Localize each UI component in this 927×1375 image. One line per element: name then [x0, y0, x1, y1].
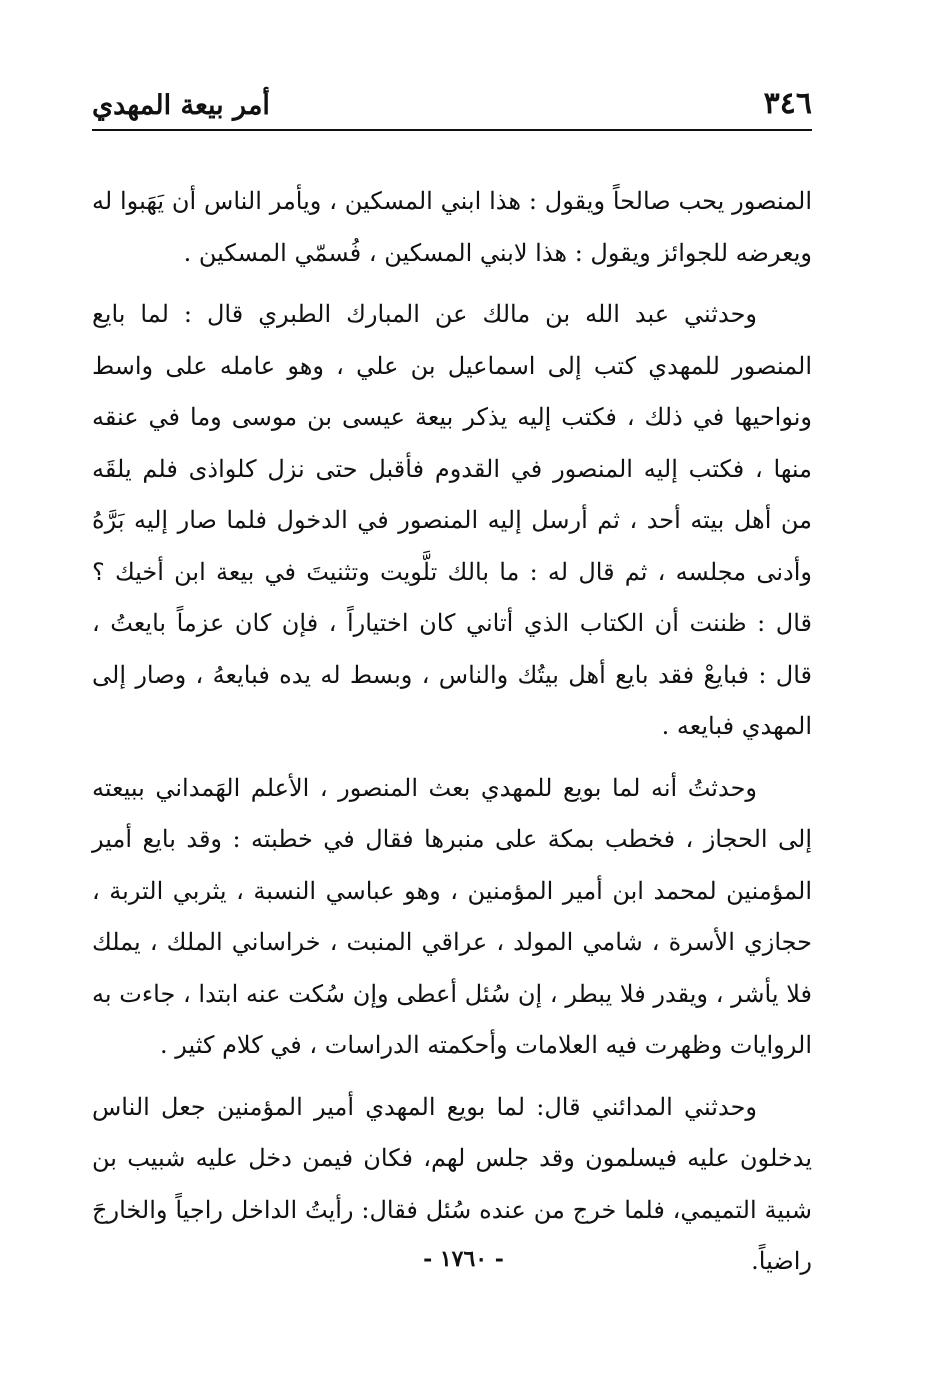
body-text [92, 176, 812, 1298]
page-number: ٣٤٦ [763, 86, 812, 121]
running-title: أمر بيعة المهدي [92, 90, 270, 121]
paragraph-3: وحدثتُ أنه لما بويع للمهدي بعث المنصور ، الأعلم الهَمداني ببيعته إلى الحجاز ، فخطب بمكة على منبرها فقال في خطبته : وقد بايع أمير المؤمنين لمحمد ابن أمير المؤمنين ، وهو عباسي النسبة ، يثربي التربة ، حجازي الأسرة ، شامي المولد ، عراقي المنبت ، خراساني الملك ، يملك فلا يأشر ، ويقدر فلا يبطر ، إن سُئل أعطى وإن سُكت عنه ابتدا ، جاءت به الروايات وظهرت فيه العلامات وأحكمته الدراسات ، في كلام كثير . [92, 773, 812, 1059]
paragraph-4: وحدثني المدائني قال: لما بويع المهدي أمير المؤمنين جعل الناس يدخلون عليه فيسلمون وقد جلس لهم، فكان فيمن دخل عليه شبيب بن شبية التميمي، فلما خرج من عنده سُئل فقال: رأيتُ الداخل راجياً والخارجَ راضياً. [92, 1092, 812, 1275]
paragraph-2: وحدثني عبد الله بن مالك عن المبارك الطبري قال : لما بايع المنصور للمهدي كتب إلى اسماعيل بن علي ، وهو عامله على واسط ونواحيها في ذلك ، فكتب إليه يذكر بيعة عيسى بن موسى وما في عنقه منها ، فكتب إليه المنصور في القدوم فأقبل حتى نزل كلواذى فلم يلقَه من أهل بيته أحد ، ثم أرسل إليه المنصور في الدخول فلما صار إليه بَرَّهُ وأدنى مجلسه ، ثم قال له : ما بالك تلَّويت وتثنيتَ في بيعة ابن أخيك ؟ قال : ظننت أن الكتاب الذي أتاني كان اختياراً ، فإن كان عزماً بايعتُ ، قال : فبايعْ فقد بايع أهل بيتُك والناس ، وبسط له يده فبايعهُ ، وصار إلى المهدي فبايعه . [92, 300, 812, 740]
page-header [92, 82, 812, 130]
paragraph-1: المنصور يحب صالحاً ويقول : هذا ابني المسكين ، ويأمر الناس أن يَهَبوا له ويعرضه للجوائز ويقول : هذا لابني المسكين ، فُسمّي المسكين . [92, 187, 812, 267]
header-rule [92, 129, 812, 131]
folio-number: - ١٧٦٠ - [423, 1246, 504, 1272]
